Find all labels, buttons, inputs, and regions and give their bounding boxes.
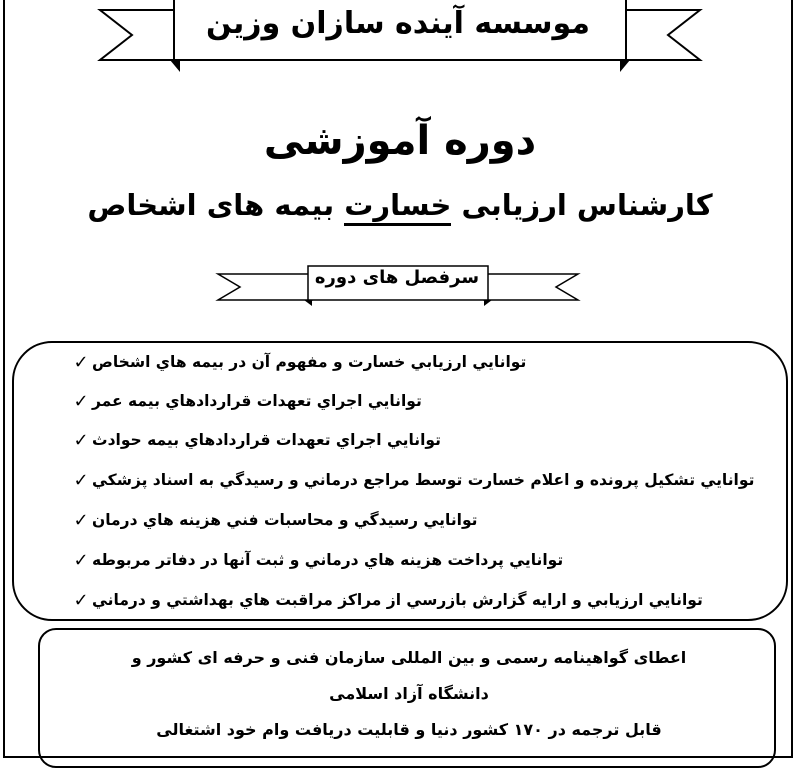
syllabus-item [54, 388, 760, 414]
certificate-box [38, 628, 776, 768]
syllabus-item [54, 349, 760, 375]
course-name-part2: بیمه های اشخاص [87, 188, 335, 222]
syllabus-item [54, 587, 760, 613]
check-icon: ✓ [73, 509, 89, 531]
course-name-part1: کارشناس ارزیابی [461, 188, 713, 222]
certificate-line: قابل ترجمه در ۱۷۰ کشور دنیا و قابلیت دریافت وام خود اشتغالی [156, 720, 662, 739]
syllabus-title: سرفصل های دوره [314, 267, 480, 288]
check-icon: ✓ [73, 390, 89, 412]
check-icon: ✓ [73, 351, 89, 373]
syllabus-item [54, 467, 760, 493]
check-icon: ✓ [73, 549, 89, 571]
syllabus-box [12, 341, 788, 621]
institute-title: موسسه آینده سازان وزین [206, 6, 590, 41]
syllabus-item-text: توانايي پرداخت هزينه هاي درماني و ثبت آنها در دفاتر مربوطه [92, 551, 564, 569]
course-name [0, 188, 800, 222]
syllabus-item [54, 507, 760, 533]
syllabus-item [54, 427, 760, 453]
certificate-line: دانشگاه آزاد اسلامی [329, 684, 489, 703]
course-name-underlined: خسارت [344, 188, 451, 226]
syllabus-item-text: توانايي تشكيل پرونده و اعلام خسارت توسط مراجع درماني و رسيدگي به اسناد پزشكي [92, 471, 755, 489]
check-icon: ✓ [73, 589, 89, 611]
course-heading: دوره آموزشی [263, 118, 537, 164]
syllabus-item-text: توانايي ارزيابي و ارايه گزارش بازرسي از مراكز مراقبت هاي بهداشتي و درماني [92, 591, 703, 609]
check-icon: ✓ [73, 429, 89, 451]
syllabus-item-text: توانايي اجراي تعهدات قراردادهاي بيمه حوادث [92, 431, 441, 449]
syllabus-item [54, 547, 760, 573]
syllabus-item-text: توانايي اجراي تعهدات قراردادهاي بيمه عمر [92, 392, 422, 410]
syllabus-item-text: توانايي ارزيابي خسارت و مفهوم آن در بيمه هاي اشخاص [92, 353, 527, 371]
check-icon: ✓ [73, 469, 89, 491]
syllabus-item-text: توانايي رسيدگي و محاسبات فني هزينه هاي درمان [92, 511, 478, 529]
certificate-line: اعطای گواهینامه رسمی و بین المللی سازمان فنی و حرفه ای کشور و [131, 648, 687, 667]
